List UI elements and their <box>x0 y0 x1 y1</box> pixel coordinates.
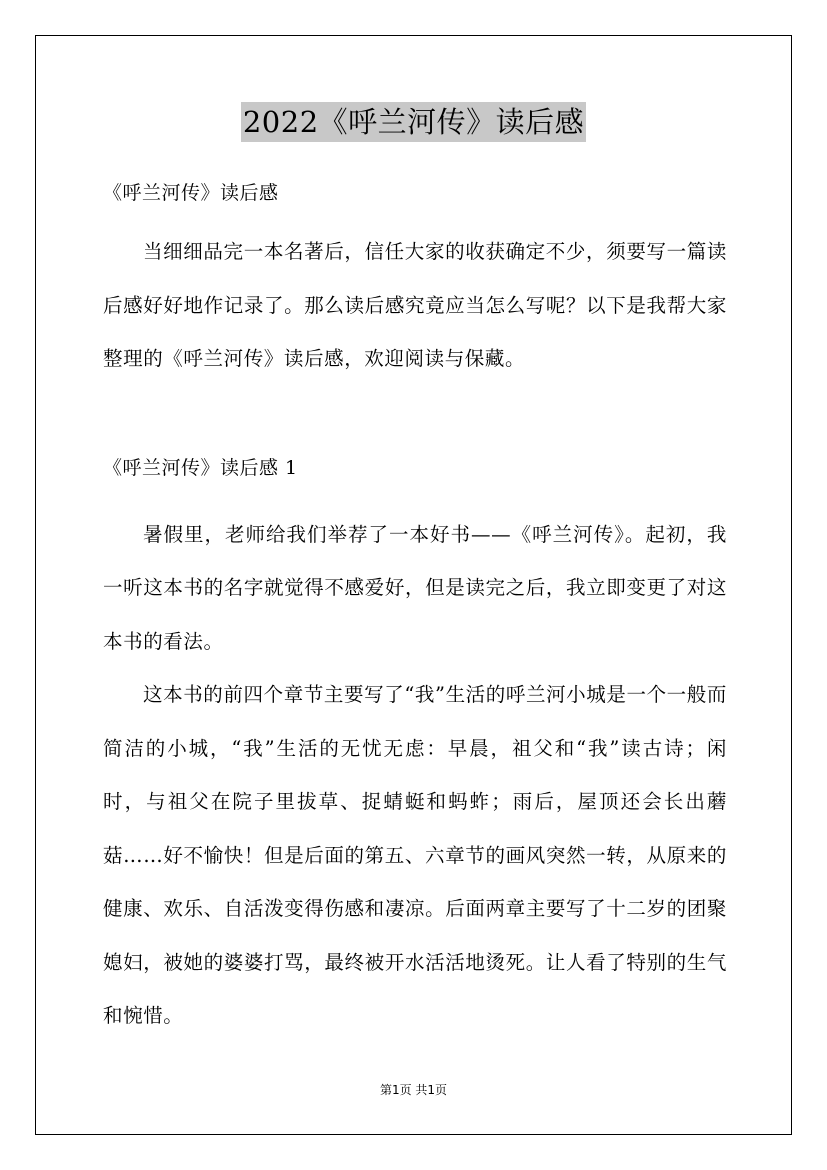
spacer <box>103 212 727 225</box>
document-title: 2022《呼兰河传》读后感 <box>241 102 586 142</box>
intro-heading: 《呼兰河传》读后感 <box>103 182 279 204</box>
spacer <box>103 386 727 449</box>
document-body <box>103 174 727 1043</box>
page-indicator: 第1页 共1页 <box>379 1083 448 1097</box>
page-footer <box>0 1082 827 1098</box>
section-heading: 《呼兰河传》读后感 1 <box>103 456 298 479</box>
title-container <box>0 102 827 142</box>
body-paragraph: 暑假里，老师给我们举荐了一本好书——《呼兰河传》。起初，我一听这本书的名字就觉得不感爱好，但是读完之后，我立即变更了对这本书的看法。 <box>103 522 727 653</box>
intro-paragraph: 当细细品完一本名著后，信任大家的收获确定不少，须要写一篇读后感好好地作记录了。那么读后感究竟应当怎么写呢？以下是我帮大家整理的《呼兰河传》读后感，欢迎阅读与保藏。 <box>103 240 727 370</box>
spacer <box>103 487 727 508</box>
body-paragraph: 这本书的前四个章节主要写了“我”生活的呼兰河小城是一个一般而简洁的小城，“我”生活的无忧无虑：早晨，祖父和“我”读古诗；闲时，与祖父在院子里拔草、捉蜻蜓和蚂蚱；雨后，屋顶还会长出蘑菇……好不愉快！但是后面的第五、六章节的画风突然一转，从原来的健康、欢乐、自活泼变得伤感和凄凉。后面两章主要写了十二岁的团聚媳妇，被她的婆婆打骂，最终被开水活活地烫死。让人看了特别的生气和惋惜。 <box>103 683 727 1027</box>
